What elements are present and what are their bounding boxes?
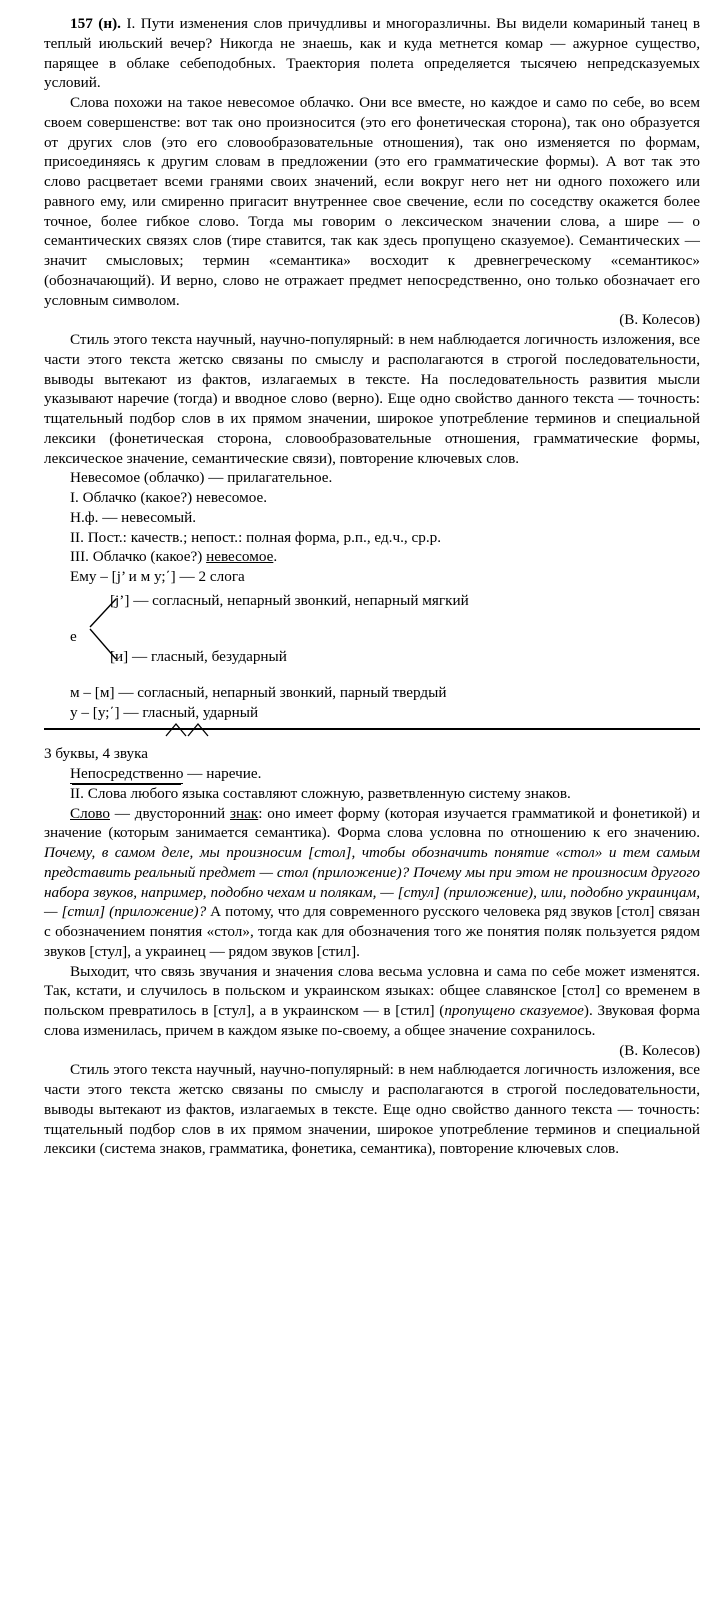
part2-author-note: (В. Колесов) [619,1041,700,1059]
analysis-line-5 [44,547,700,567]
vyhodit-italic-note: пропущено сказуемое [444,1002,584,1019]
phonetic-branch-bottom: [и] — гласный, безударный [110,647,287,665]
adverb-rest: — наречие. [183,765,262,782]
part2-intro-paragraph [44,784,700,804]
analysis-line-4: II. Пост.: качеств.; непост.: полная форма, р.п., ед.ч., ср.р. [70,528,442,546]
part1-paragraph-2: Слова похожи на такое невесомое облачко. Они все вместе, но каждое и само по себе, во всем своем совершенстве: вот так оно произносится (это его фонетическая сторона), так оно образуется от других слов (это его словообразовательные отношения), так оно изменяется по формам, присоединяясь к другим словам в предложении (это его грамматические формы). А вот так это слово расцветает всеми гранями своих значений, если вокруг него нет ни одного похожего или равного ему, или смиренно пригасит внутреннее свое свечение, если по соседству окажется более точное, более гибкое слово. Тогда мы говорим о лексическом значении слова, а шире — о семантических связях слов (тире ставится, так как здесь пропущено сказуемое). Семантических — значит смысловых; термин «семантика» восходит к древнегреческому «семантикос» (обозначающий). И верно, слово не отражает предмет непосредственно, оно только обозначает его условным символом. [44,94,700,309]
adverb-word: Непосредственно [70,765,184,782]
analysis-line-2: I. Облачко (какое?) невесомое. [70,489,268,506]
exercise-paragraph-intro [44,14,700,93]
adverb-analysis-line [44,764,700,784]
phonetic-letter: е [70,627,77,645]
phonetic-header: Ему – [j’ и м у;΄] — 2 слога [70,568,245,585]
phonetic-line-u: у – [у;΄] — гласный, ударный [70,703,259,721]
part1-paragraph-3: Стиль этого текста научный, научно-популярный: в нем наблюдается логичность изложения, все части этого текста жетско связаны по смыслу и располагаются в строгой последовательности, выводы вытекают из фактов, излагаемых в тексте. На последовательность развития мысли указывают наречие (тогда) и вводное слово (верно). Еще одно свойство данного текста — точность: тщательный подбор слов в их прямом значении, широкое употребление терминов и специальной лексики (фонетическая сторона, словообразовательные отношения, грамматические формы, лексическое значение, семантические связи), повторение ключевых слов. [44,331,700,467]
part2-paragraph-vyhodit [44,962,700,1041]
phonetic-line-m: м – [м] — согласный, непарный звонкий, парный твердый [70,683,447,701]
slovo-rest-a: — двусторонний [109,804,230,822]
part2-paragraph-slovo [44,804,700,962]
part2-final-paragraph: Стиль этого текста научный, научно-популярный: в нем наблюдается логичность изложения, все части этого текста жетско связаны по смыслу и располагаются в строгой последовательности, выводы вытекают из фактов, излагаемых в тексте. Еще одно свойство данного текста — точность: тщательный подбор слов в их прямом значении, широкое употребление терминов и специальной лексики (система знаков, грамматика, фонетика, семантика), повторение ключевых слов. [44,1061,700,1158]
slovo-tail: А потому, что для современного русского человека ряд звуков [стол] связан с обозначением понятия «стол», тогда как для обозначения того же понятия поляк пользуется рядом звуков [стул], а украинец — рядом звуков [стил]. [44,903,700,960]
znak-keyword: знак [229,804,259,822]
part2-intro-text: Слова любого языка составляют сложную, разветвленную систему знаков. [87,784,571,802]
caret-wedge-icon [164,722,212,738]
section-divider [44,728,700,730]
part1-paragraph-1: Пути изменения слов причудливы и многоразличны. Вы видели комариный танец в теплый июльский вечер? Никогда не знаешь, как и куда метнется комар — ажурное существо, парящее в облаке себеподобных. Траектория полета определяется тысячею непредсказуемых условий. [44,15,701,92]
part1-author-note: (В. Колесов) [619,311,700,329]
phonetic-count: 3 буквы, 4 звука [44,745,149,763]
wedge-mark-row [44,736,700,744]
slovo-keyword: Слово [70,804,110,822]
part2-task-label: II. [70,784,84,802]
analysis-line-3: Н.ф. — невесомый. [70,508,197,526]
part1-task-label: I. [126,15,136,32]
analysis-line-1: Невесомое (облачко) — прилагательное. [70,469,333,487]
phonetic-branch-top: [j’] — согласный, непарный звонкий, непарный мягкий [110,591,469,609]
analysis-line-5-suffix: . [273,548,278,566]
exercise-number: 157 (н). [70,15,121,32]
vyhodit-text-a: Выходит, что связь звучания и значения слова весьма условна и сама по себе может изменятся. Так, кстати, и случилось в польском и украинском языках: общее славянское [стол] со временем в польском превратилось в [стул], а в украинском — в [стил] ( [44,962,700,1019]
vyhodit-text-b: ). Звуковая форма слова изменилась, причем в каждом языке по-своему, а общее значение сохранилось. [44,1002,701,1039]
slovo-rest-b: : оно имеет форму (которая изучается грамматикой и фонетикой) и значение (которым занимается семантика). Форма слова условна по отношению к его значению. [44,804,700,842]
analysis-line-5-prefix: III. Облачко (какое?) [70,548,207,566]
analysis-line-5-word: невесомое [206,548,274,566]
slovo-italic-question: Почему, в самом деле, мы произносим [стол], чтобы обозначить понятие «стол» и тем самым представить реальный предмет — стол (приложение)? Почему мы при этом не произносим другого набора звуков, например, подобно чехам и полякам, — [стул] (приложение), или, подобно украинцам, — [стил] (приложение)? [44,844,700,921]
phonetic-branch-diagram [44,587,700,683]
